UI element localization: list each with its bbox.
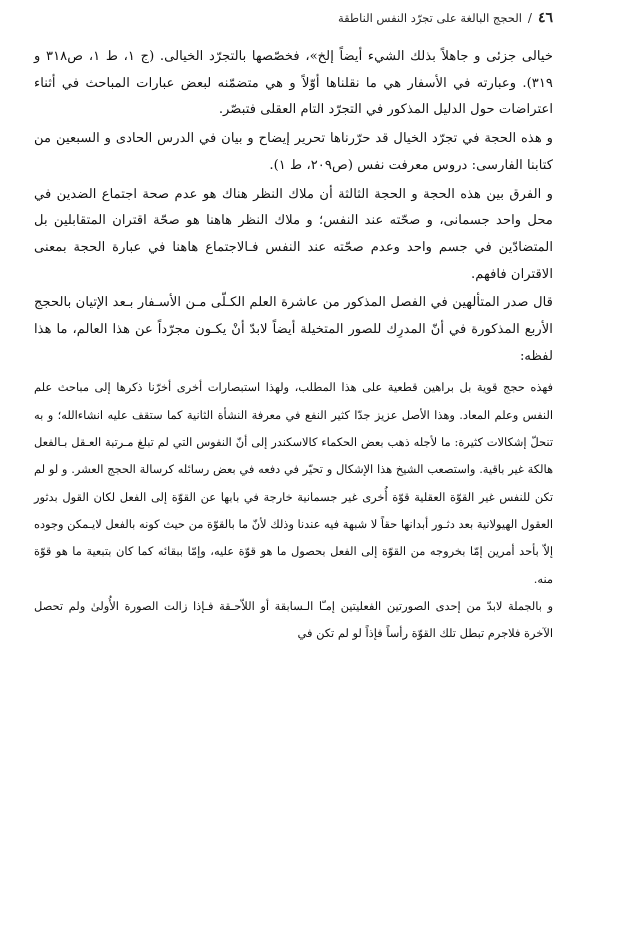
text-line: المباحث في أثناء اعتراضات حول الدليل المذكور في التجرّد التام العقلى فتبصّر.	[34, 75, 553, 118]
header-separator: /	[527, 11, 532, 25]
text-line: و السبعين من كتابنا الفارسى: دروس معرفت نفس (ص٢٠٩، ط ١).	[34, 131, 553, 173]
text-line: قال صدر المتألهين في الفصل المذكور من عاشرة العلم الكـلّى مـن الأسـفار بـعد	[112, 295, 553, 311]
quote-line: ذكرها إلى مباحث علم النفس وعلم المعاد. وهذا الأصل عزيز جدّا كثير النفع في	[34, 380, 553, 422]
quoted-passage	[34, 374, 553, 647]
quote-line: خارجة في بابها عن القوّة إلى الفعل لكان القول بدثور العقول الهيولانية بعد دثـور	[34, 489, 553, 531]
quote-line: و بالجملة لابدّ من إحدى الصورتين الفعليتين إمـّا الـسابقة أو اللاّحـقة فـإذا زالت	[164, 598, 554, 613]
text-line: هاهنا في عبارة الحجة بمعنى الاقتران فافهم.	[34, 239, 553, 282]
quote-line: وجوده إلاّ بأحد أمرين إمّا بخروجه من القوّة إلى الفعل بحصول ما هو قوّة عليه، وإمّا	[34, 516, 553, 559]
text-line: الإتيان بالحجج الأربع المذكورة في أنّ المدرِك للصور المتخيلة أيضاً لابدّ أنْ يكـون	[34, 295, 553, 338]
quote-paragraph-2	[34, 593, 553, 648]
quote-line: كرسالة الحجج العشر. و لو لم تكن للنفس غير القوّة العقلية قوّة أُخرى غير جسمانية	[34, 462, 553, 504]
paragraph-3	[34, 182, 553, 289]
quote-line: ذهب بعض الحكماء كالاسكندر إلى أنّ النفوس التي لم تبلغ مـرتبة العـقل بـالفعل	[34, 435, 410, 450]
text-line: مجرّداً عن هذا العالم، ما هذا لفظه:	[34, 322, 553, 364]
running-title: الحجج البالغة على تجرّد النفس الناطقة	[337, 11, 522, 25]
text-line: الضدين في محل واحد جسمانى، و صحّته عند النفس؛ و ملاك النظر هاهنا هو صحّة	[34, 186, 553, 229]
quote-line: الصورة الأُولىٰ ولم تحصل الآخرة فلاجرم تبطل تلك القوّة رأساً فإذاً لو لم تكن في	[34, 598, 553, 641]
paragraph-4	[34, 290, 553, 370]
running-header	[34, 10, 553, 26]
quote-paragraph-1	[34, 374, 553, 592]
quote-line: أبدانها حقاً لا شبهة فيه عندنا وذلك لأنّ ما بالقوّة من حيث كونه بالفعل لايـمكن	[67, 516, 429, 531]
quote-line: فهذه حجج قوية بل براهين قطعية على هذا المطلب، ولهذا استبصارات أخرى أخرّنا	[148, 380, 554, 395]
paragraph-2	[34, 126, 553, 179]
quote-line: هالكة غير باقية. واستصعب الشيخ هذا الإشكال و تحيّر في دفعه في بعض رسائله	[177, 462, 553, 477]
text-line: خيالى جزئى و جاهلاً بذلك الشيء أيضاً إلخ»، فخصّصها بالتجرّد الخيالى. (ج ١، ط ١،	[88, 49, 554, 64]
quote-line: معرفة النشأة الثانية كما ستقف عليه انشاءالله؛ و به تنحلّ إشكالات كثيرة: ما لأجله	[34, 407, 553, 450]
text-line: اقتران المتقابلين بل المتضادّين في جسم واحد وعدم صحّته عند النفس فـالاجتماع	[34, 213, 553, 255]
page-body	[34, 44, 553, 647]
text-line: ص٣١٨ و ٣١٩). وعبارته في الأسفار هي ما نقلناها أوّلاً و هي متضمّنه لبعض عبارات	[34, 49, 553, 91]
quote-line: ببقائه كما كان بتبعية ما هو قوّة منه.	[34, 544, 553, 586]
text-line: و هذه الحجة في تجرّد الخيال قد حرّرناها تحرير إيضاح و بيان في الدرس الحادى	[115, 131, 553, 147]
main-text	[34, 44, 553, 370]
text-line: و الفرق بين هذه الحجة و الحجة الثالثة أن ملاك النظر هناك هو عدم صحة اجتماع	[101, 186, 553, 202]
page-number: ٤٦	[537, 10, 553, 26]
paragraph-1	[34, 44, 553, 124]
